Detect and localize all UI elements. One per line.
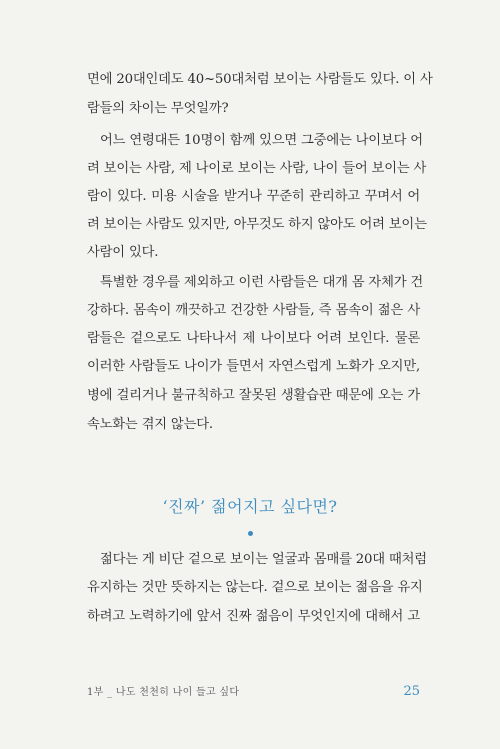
body-line: 유지하는 것만 뜻하지는 않는다. 겉으로 보이는 젊음을 유지 — [87, 580, 423, 595]
body-line: 려 보이는 사람도 있지만, 아무것도 하지 않아도 어려 보이는 — [87, 217, 427, 232]
body-line: 려 보이는 사람, 제 나이로 보이는 사람, 나이 들어 보이는 사 — [87, 161, 427, 176]
body-line: 람들의 차이는 무엇일까? — [87, 101, 229, 116]
body-line: 람들은 겉으로도 나타나서 제 나이보다 어려 보인다. 물론 — [87, 331, 420, 346]
body-line: 이러한 사람들도 나이가 들면서 자연스럽게 노화가 오지만, — [87, 359, 420, 374]
heading-bullet-icon — [248, 531, 253, 536]
body-line: 람이 있다. 미용 시술을 받거나 꾸준히 관리하고 꾸며서 어 — [87, 189, 420, 204]
body-line: 속노화는 겪지 않는다. — [87, 417, 213, 432]
body-line: 특별한 경우를 제외하고 이런 사람들은 대개 몸 자체가 건 — [100, 275, 424, 290]
body-line: 사람이 있다. — [87, 245, 159, 260]
body-line: 하려고 노력하기에 앞서 진짜 젊음이 무엇인지에 대해서 고 — [87, 609, 420, 624]
body-line: 면에 20대인데도 40~50대처럼 보이는 사람들도 있다. 이 사 — [87, 72, 433, 87]
section-heading: ‘진짜’ 젊어지고 싶다면? — [162, 497, 338, 516]
body-line: 강하다. 몸속이 깨끗하고 건강한 사람들, 즉 몸속이 젊은 사 — [87, 303, 420, 318]
running-title: 1부 _ 나도 천천히 나이 들고 싶다 — [87, 687, 240, 698]
body-line: 젊다는 게 비단 겉으로 보이는 얼굴과 몸매를 20대 때처럼 — [100, 552, 427, 567]
body-line: 병에 걸리거나 불규칙하고 잘못된 생활습관 때문에 오는 가 — [87, 388, 420, 403]
page-number: 25 — [403, 684, 420, 699]
body-line: 어느 연령대든 10명이 함께 있으면 그중에는 나이보다 어 — [100, 133, 423, 148]
